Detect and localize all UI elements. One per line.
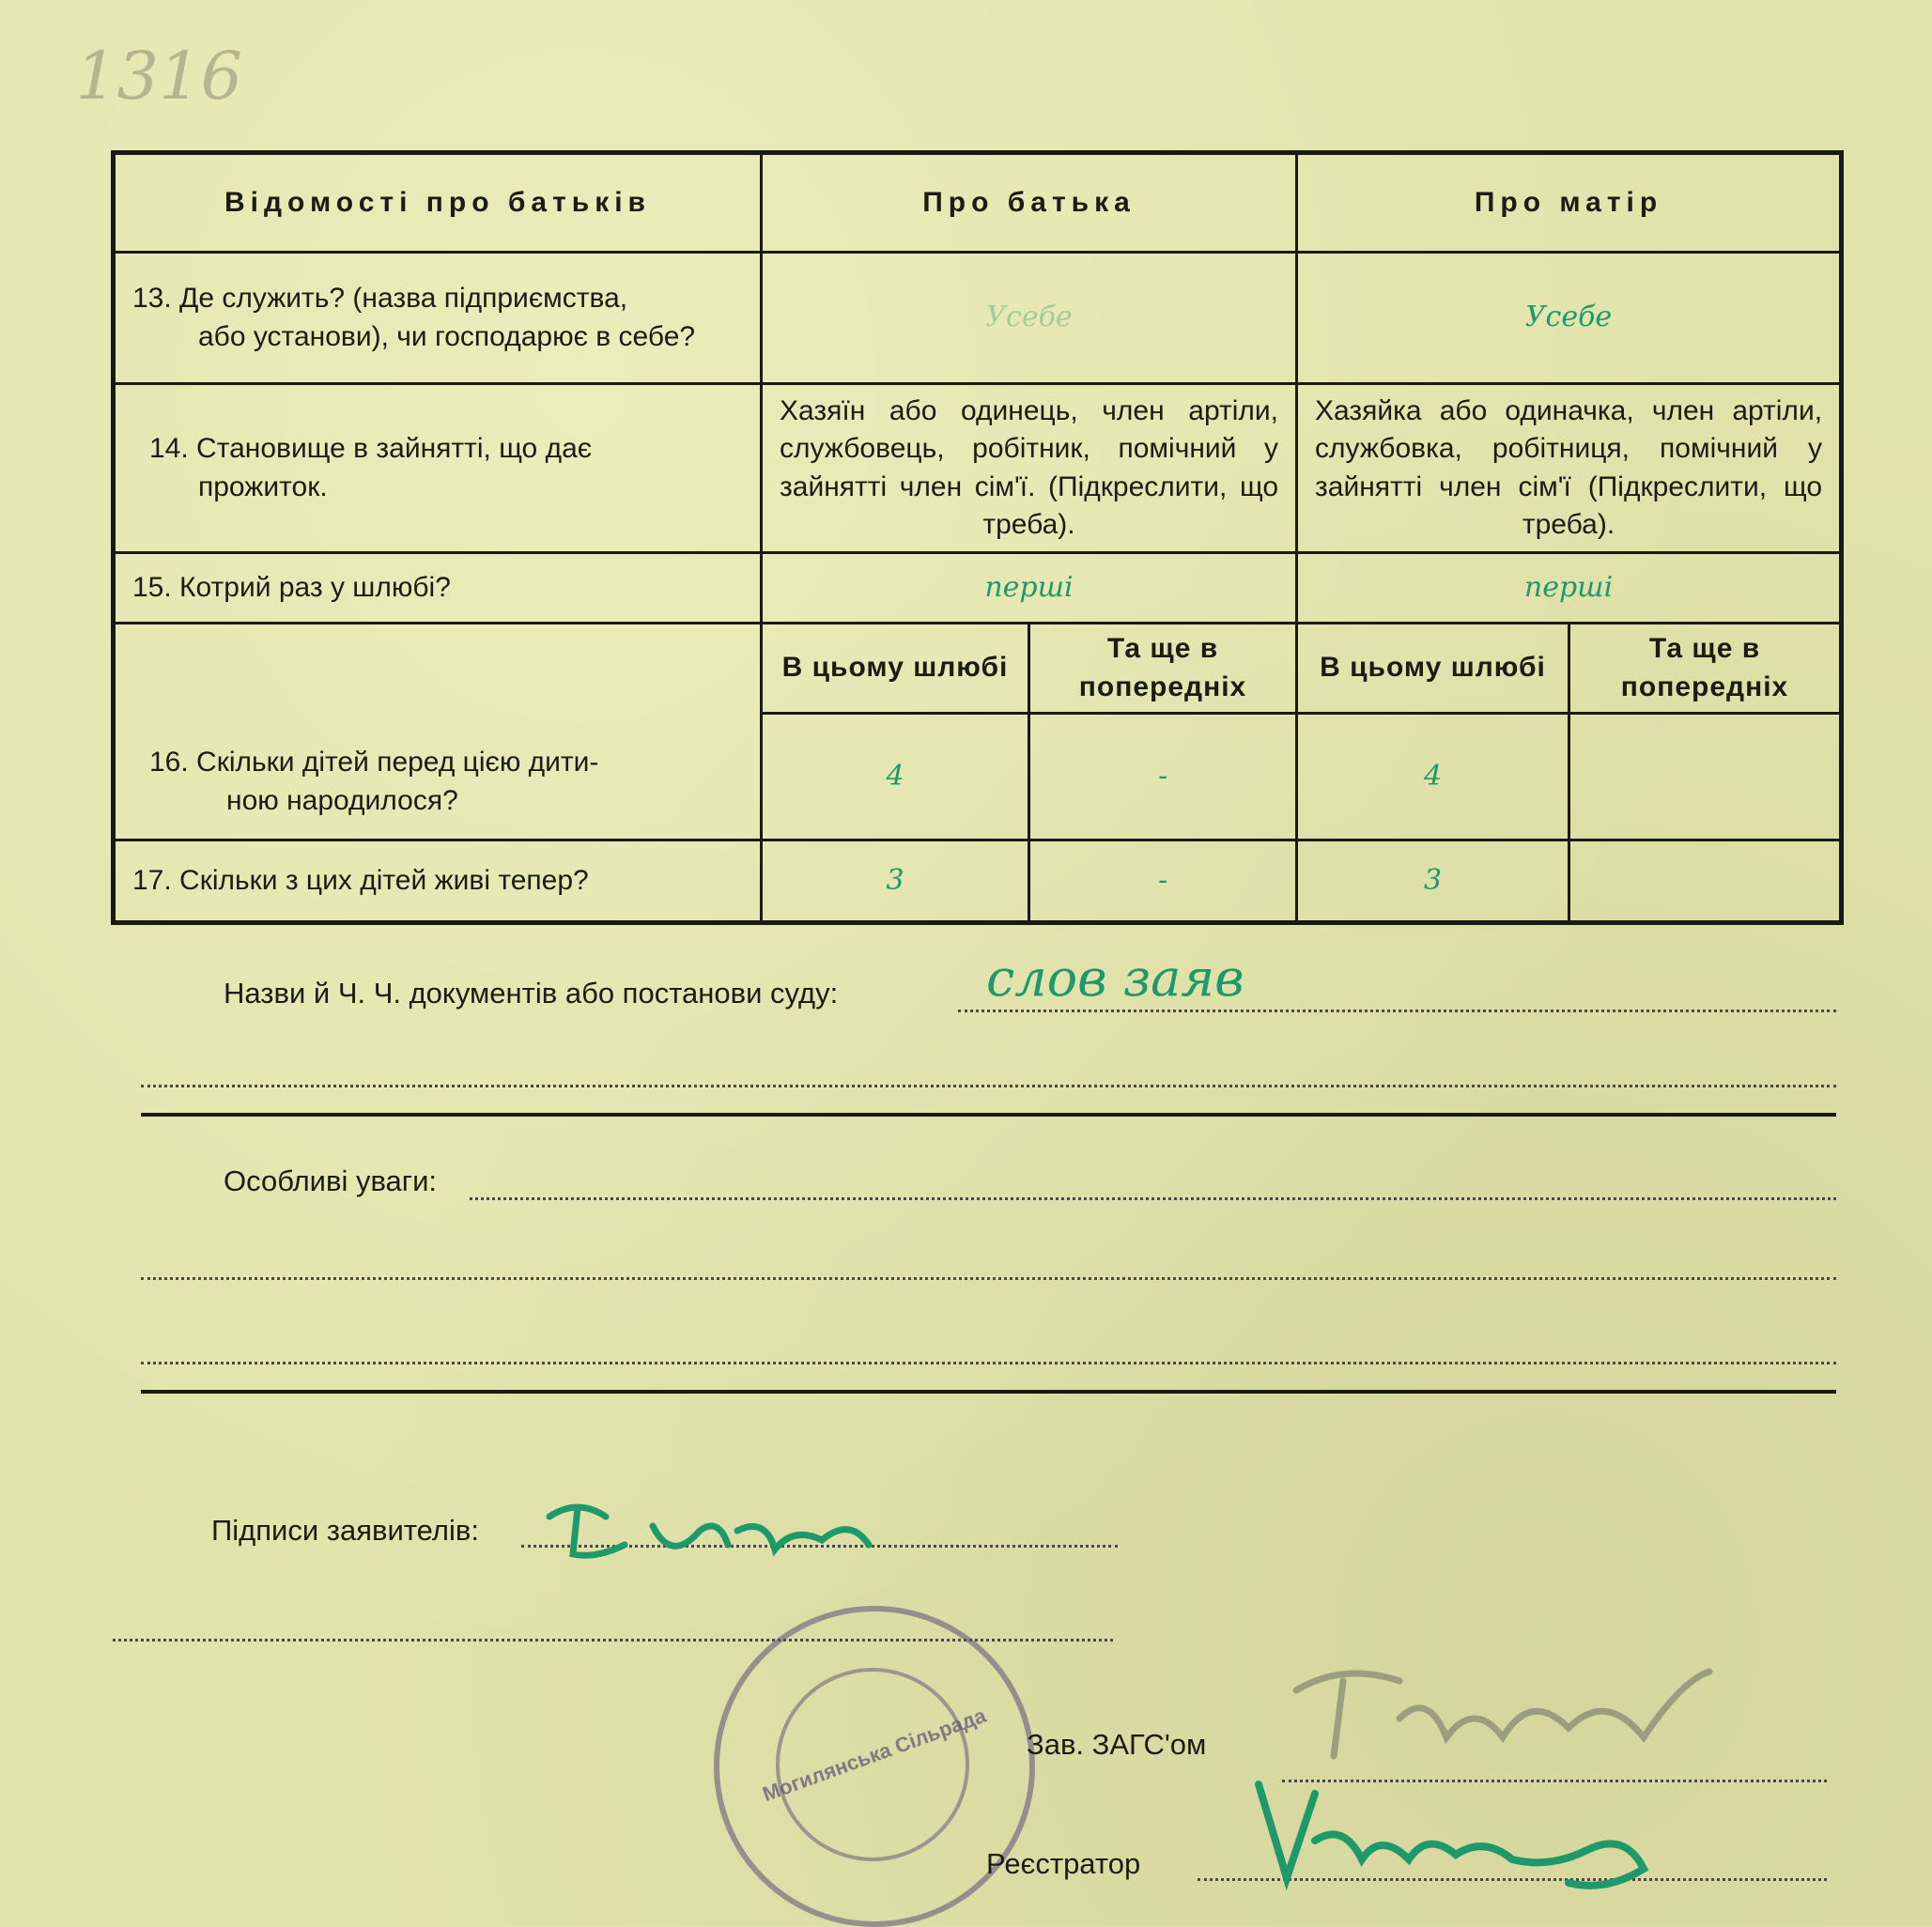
q16-label bbox=[114, 624, 762, 840]
q15-father-answer: перші bbox=[762, 553, 1297, 624]
q13-label-line1: 13. Де служить? (назва підприємства, bbox=[132, 283, 628, 314]
documents-dotted-line bbox=[958, 1010, 1836, 1012]
remarks-dotted-line-1 bbox=[470, 1197, 1836, 1200]
header-father: Про батька bbox=[762, 153, 1297, 253]
registrar-signature bbox=[1230, 1765, 1681, 1906]
subheader-father-previous: Та ще в попередніх bbox=[1029, 624, 1297, 714]
q14-label-line1: 14. Становище в зайнятті, що дає bbox=[149, 433, 593, 464]
remarks-dotted-line-3 bbox=[141, 1362, 1836, 1364]
parents-info-table bbox=[111, 150, 1844, 925]
documents-label: Назви й Ч. Ч. документів або постанови суду: bbox=[224, 977, 839, 1010]
head-registry-signature bbox=[1287, 1653, 1728, 1784]
q15-mother-answer: перші bbox=[1297, 553, 1842, 624]
documents-value: слов заяв bbox=[986, 948, 1244, 1008]
q14-mother-options: Хазяйка або одиначка, член артіли, службовка, робітниця, помічний у зайнятті член сім'ї (Підкреслити, що треба). bbox=[1297, 384, 1842, 553]
stamp-text: Могилянська Сільрада bbox=[759, 1703, 990, 1807]
q17-mother-this: 3 bbox=[1297, 840, 1569, 923]
q17-father-this: 3 bbox=[762, 840, 1029, 923]
q15-label: 15. Котрий раз у шлюбі? bbox=[114, 553, 762, 624]
q16-father-prev: - bbox=[1029, 714, 1297, 840]
q16-mother-this: 4 bbox=[1297, 714, 1569, 840]
q13-label bbox=[114, 253, 762, 384]
q13-label-line2: або установи), чи господарює в себе? bbox=[198, 320, 696, 352]
subheader-mother-previous: Та ще в попередніх bbox=[1569, 624, 1842, 714]
subheader-father-this-marriage: В цьому шлюбі bbox=[762, 624, 1029, 714]
remarks-dotted-line-2 bbox=[141, 1277, 1836, 1280]
header-mother: Про матір bbox=[1297, 153, 1842, 253]
q16-mother-prev bbox=[1569, 714, 1842, 840]
applicants-signature-label: Підписи заявителів: bbox=[211, 1514, 479, 1547]
q16-label-line2: ною народилося? bbox=[226, 784, 458, 816]
q17-label: 17. Скільки з цих дітей живі тепер? bbox=[114, 840, 762, 923]
q14-father-options: Хазяїн або одинець, член артіли, службовець, робітник, помічний у зайнятті член сім'ї. (Підкреслити, що треба). bbox=[762, 384, 1297, 553]
section-divider-2 bbox=[141, 1390, 1836, 1394]
head-registry-label: Зав. ЗАГС'ом bbox=[1027, 1728, 1207, 1761]
section-divider-1 bbox=[141, 1113, 1836, 1117]
margin-note: 1316 bbox=[75, 38, 243, 115]
subheader-mother-this-marriage: В цьому шлюбі bbox=[1297, 624, 1569, 714]
documents-dotted-line-2 bbox=[141, 1085, 1836, 1087]
q16-father-this: 4 bbox=[762, 714, 1029, 840]
q13-mother-answer: Усебе bbox=[1297, 253, 1842, 384]
q14-label bbox=[114, 384, 762, 553]
remarks-label: Особливі уваги: bbox=[224, 1164, 438, 1197]
q14-label-line2: прожиток. bbox=[198, 470, 328, 502]
q17-mother-prev bbox=[1569, 840, 1842, 923]
q17-father-prev: - bbox=[1029, 840, 1297, 923]
q13-father-answer: Усебе bbox=[762, 253, 1297, 384]
q16-label-line1: 16. Скільки дітей перед цією дити- bbox=[149, 747, 599, 778]
applicants-signature bbox=[540, 1488, 888, 1573]
registrar-label: Реєстратор bbox=[986, 1847, 1141, 1880]
header-parents-info: Відомості про батьків bbox=[114, 153, 762, 253]
